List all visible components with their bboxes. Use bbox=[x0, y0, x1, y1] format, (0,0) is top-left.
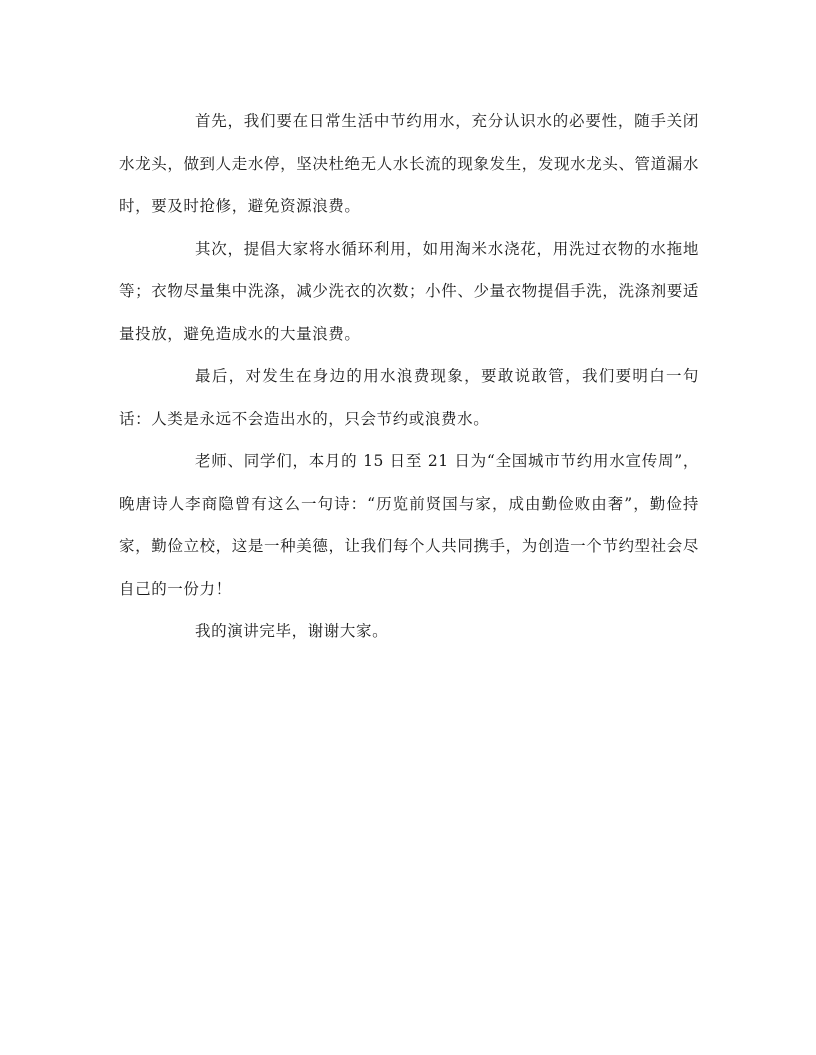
speech-body bbox=[119, 100, 699, 653]
paragraph-last: 最后，对发生在身边的用水浪费现象，要敢说敢管，我们要明白一句话：人类是永远不会造出水的，只会节约或浪费水。 bbox=[119, 367, 699, 428]
paragraph-closing: 我的演讲完毕，谢谢大家。 bbox=[195, 622, 389, 640]
paragraph-water-week: 老师、同学们，本月的 15 日至 21 日为“全国城市节约用水宣传周”，晚唐诗人李商隐曾有这么一句诗：“历览前贤国与家，成由勤俭败由奢”，勤俭持家，勤俭立校，这是一种美德，让我们每个人共同携手，为创造一个节约型社会尽自己的一份力！ bbox=[119, 452, 699, 598]
paragraph-second: 其次，提倡大家将水循环利用，如用淘米水浇花，用洗过衣物的水拖地等；衣物尽量集中洗涤，减少洗衣的次数；小件、少量衣物提倡手洗，洗涤剂要适量投放，避免造成水的大量浪费。 bbox=[119, 239, 699, 343]
paragraph-first: 首先，我们要在日常生活中节约用水，充分认识水的必要性，随手关闭水龙头，做到人走水停，坚决杜绝无人水长流的现象发生，发现水龙头、管道漏水时，要及时抢修，避免资源浪费。 bbox=[119, 112, 699, 215]
